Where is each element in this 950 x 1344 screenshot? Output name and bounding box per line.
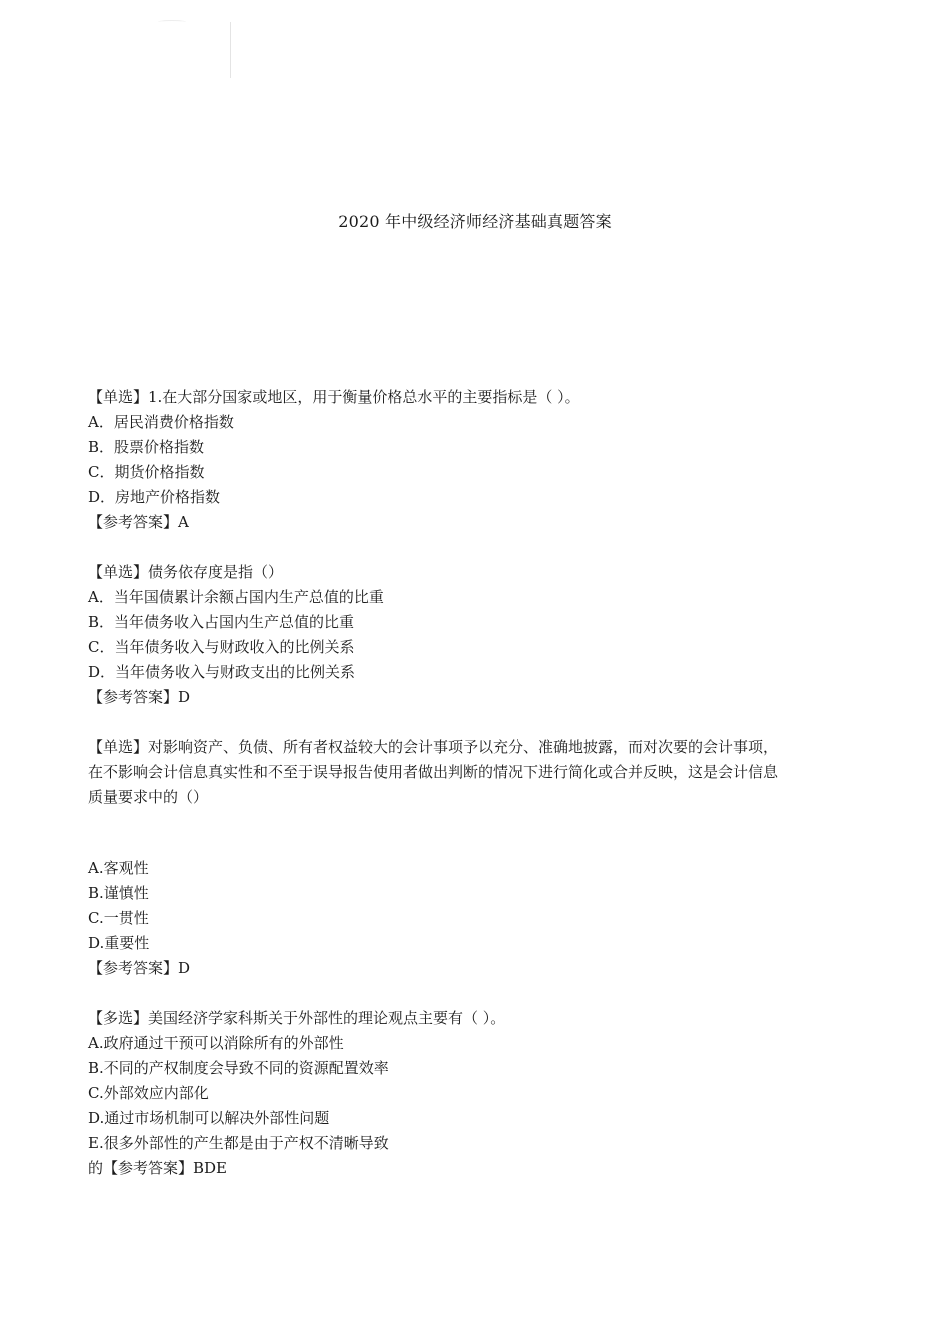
option-d: D.重要性 <box>88 934 150 952</box>
scan-artifact-arc <box>158 20 186 24</box>
answer: 【参考答案】D <box>88 688 191 706</box>
option-b: B.谨慎性 <box>88 884 149 902</box>
option-c: C.一贯性 <box>88 909 149 927</box>
option-a: A．当年国债累计余额占国内生产总值的比重 <box>88 588 384 606</box>
option-c: C．当年债务收入与财政收入的比例关系 <box>88 638 355 656</box>
option-c: C.外部效应内部化 <box>88 1084 209 1102</box>
question-4 <box>88 1006 858 1181</box>
question-stem: 【单选】债务依存度是指（） <box>88 563 284 581</box>
option-d: D.通过市场机制可以解决外部性问题 <box>88 1109 330 1127</box>
question-2 <box>88 560 858 710</box>
answer: 【参考答案】D <box>88 959 191 977</box>
option-b: B．股票价格指数 <box>88 438 205 456</box>
option-d: D．房地产价格指数 <box>88 488 221 506</box>
question-3-options <box>88 856 858 981</box>
question-stem-line-2: 在不影响会计信息真实性和不至于误导报告使用者做出判断的情况下进行简化或合并反映，这是会计信息 <box>88 763 779 781</box>
question-stem-line-3: 质量要求中的（） <box>88 788 209 806</box>
option-c: C．期货价格指数 <box>88 463 205 481</box>
option-e: E.很多外部性的产生都是由于产权不清晰导致 <box>88 1134 389 1152</box>
answer: 的【参考答案】BDE <box>88 1159 227 1177</box>
option-d: D．当年债务收入与财政支出的比例关系 <box>88 663 356 681</box>
question-3 <box>88 735 858 810</box>
option-a: A.政府通过干预可以消除所有的外部性 <box>88 1034 344 1052</box>
answer: 【参考答案】A <box>88 513 189 531</box>
scan-artifact-line <box>230 22 231 78</box>
document-title: 2020 年中级经济师经济基础真题答案 <box>338 212 612 231</box>
option-a: A．居民消费价格指数 <box>88 413 234 431</box>
question-1 <box>88 385 858 535</box>
question-stem: 【多选】美国经济学家科斯关于外部性的理论观点主要有（ ）。 <box>88 1009 506 1027</box>
option-a: A.客观性 <box>88 859 149 877</box>
question-stem-line-1: 【单选】对影响资产、负债、所有者权益较大的会计事项予以充分、准确地披露，而对次要的会计事项， <box>88 738 779 756</box>
option-b: B．当年债务收入占国内生产总值的比重 <box>88 613 355 631</box>
question-stem: 【单选】1.在大部分国家或地区，用于衡量价格总水平的主要指标是（ ）。 <box>88 388 580 406</box>
option-b: B.不同的产权制度会导致不同的资源配置效率 <box>88 1059 389 1077</box>
